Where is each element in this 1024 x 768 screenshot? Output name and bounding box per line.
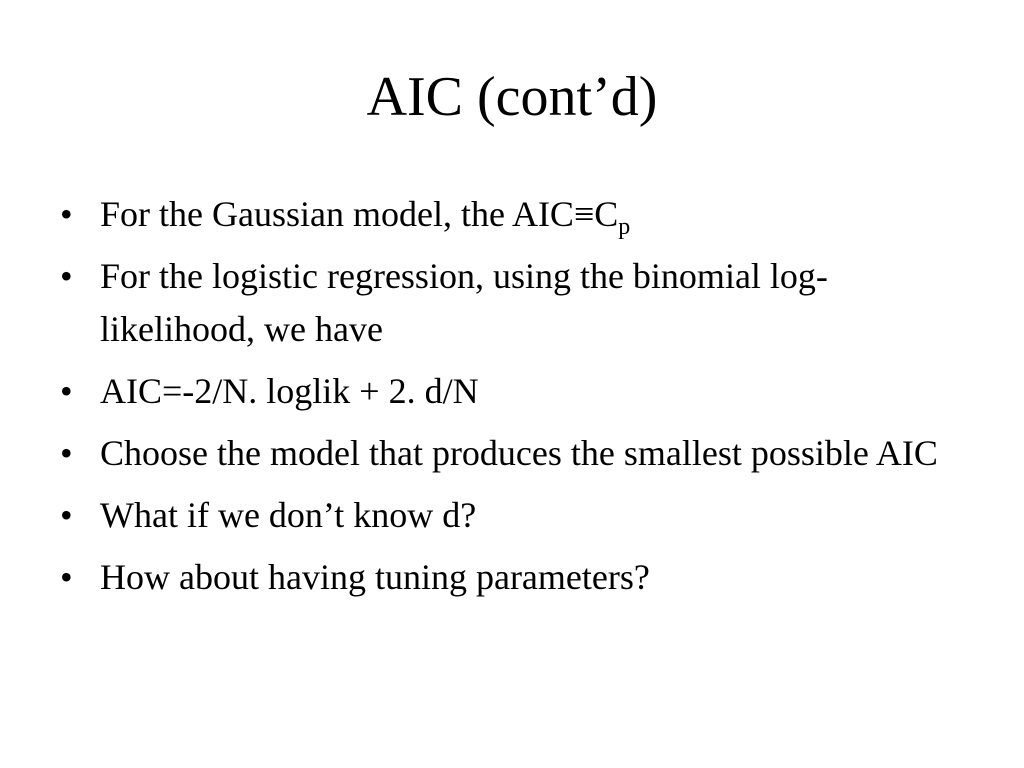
- bullet-item: [60, 188, 960, 241]
- bullet-dot-icon: •: [60, 371, 73, 411]
- bullet-text: How about having tuning parameters?: [100, 557, 650, 597]
- bullet-dot-icon: •: [60, 256, 73, 296]
- bullet-item: [60, 489, 960, 542]
- bullet-item: [60, 551, 960, 604]
- slide-title: AIC (cont’d): [366, 66, 658, 128]
- bullet-item: [60, 427, 960, 480]
- bullet-text: Choose the model that produces the smallest possible AIC: [100, 433, 938, 473]
- bullet-dot-icon: •: [60, 557, 73, 597]
- bullet-item: [60, 250, 960, 356]
- bullet-text: For the logistic regression, using the binomial log-likelihood, we have: [100, 256, 828, 349]
- bullet-item: [60, 365, 960, 418]
- bullet-text: AIC=-2/N. loglik + 2. d/N: [100, 371, 479, 411]
- bullet-subscript: p: [618, 214, 631, 240]
- bullet-list: [60, 188, 960, 613]
- bullet-dot-icon: •: [60, 433, 73, 473]
- bullet-main-text: For the Gaussian model, the AIC≡C: [100, 194, 619, 234]
- bullet-text: [100, 194, 631, 240]
- bullet-text: What if we don’t know d?: [100, 495, 477, 535]
- bullet-dot-icon: •: [60, 495, 73, 535]
- bullet-dot-icon: •: [60, 194, 73, 234]
